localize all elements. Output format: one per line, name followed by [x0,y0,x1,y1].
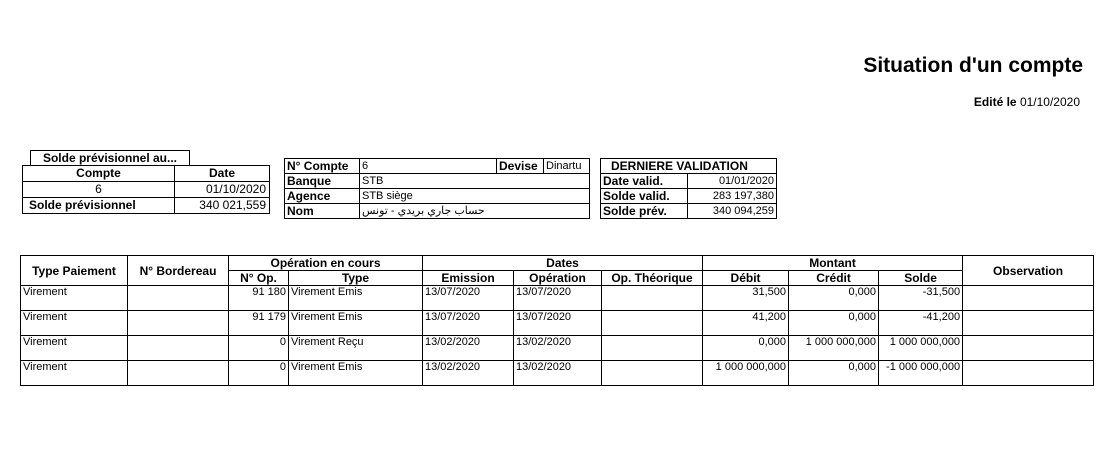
nom-value: حساب جاري بريدي - تونس [360,204,590,219]
agence-value: STB siège [360,189,590,204]
compte-label: N° Compte [285,159,360,174]
agence-label: Agence [285,189,360,204]
cell-operation: 13/02/2020 [514,336,602,361]
cell-type: Virement Emis [289,286,423,311]
header-type: Type [289,271,423,286]
cell-type-paiement: Virement [21,286,128,311]
edited-value: 01/10/2020 [1019,95,1080,109]
validation-title: DERNIERE VALIDATION [601,159,777,174]
cell-op-theorique [602,286,703,311]
edited-label: Edité le [973,95,1017,109]
cell-bordereau [128,311,229,336]
solde-valid-value: 283 197,380 [688,189,777,204]
cell-op-theorique [602,336,703,361]
compte-value: 6 [23,182,175,198]
cell-credit: 1 000 000,000 [789,336,879,361]
cell-debit: 1 000 000,000 [703,361,789,386]
col-date-header: Date [175,166,270,182]
cell-solde: -41,200 [879,311,963,336]
cell-type-paiement: Virement [21,311,128,336]
cell-emission: 13/07/2020 [423,311,514,336]
date-valid-label: Date valid. [601,174,688,189]
nom-label: Nom [285,204,360,219]
cell-type-paiement: Virement [21,336,128,361]
table-row [21,311,1094,336]
cell-num-op: 91 179 [229,311,289,336]
cell-solde: 1 000 000,000 [879,336,963,361]
cell-op-theorique [602,311,703,336]
banque-label: Banque [285,174,360,189]
cell-observation [963,286,1094,311]
cell-credit: 0,000 [789,311,879,336]
cell-operation: 13/07/2020 [514,311,602,336]
header-op-theorique: Op. Théorique [602,271,703,286]
cell-op-theorique [602,361,703,386]
header-emission: Emission [423,271,514,286]
cell-observation [963,311,1094,336]
cell-bordereau [128,361,229,386]
header-operation-en-cours: Opération en cours [229,256,423,271]
header-num-op: N° Op. [229,271,289,286]
cell-credit: 0,000 [789,286,879,311]
header-solde: Solde [879,271,963,286]
cell-emission: 13/02/2020 [423,336,514,361]
solde-prev-label: Solde prév. [601,204,688,219]
cell-num-op: 0 [229,336,289,361]
banque-value: STB [360,174,590,189]
cell-credit: 0,000 [789,361,879,386]
cell-type-paiement: Virement [21,361,128,386]
date-value: 01/10/2020 [175,182,270,198]
header-dates: Dates [423,256,703,271]
cell-solde: -31,500 [879,286,963,311]
cell-debit: 31,500 [703,286,789,311]
cell-num-op: 91 180 [229,286,289,311]
solde-valid-label: Solde valid. [601,189,688,204]
page-title: Situation d'un compte [863,54,1083,77]
cell-bordereau [128,336,229,361]
cell-observation [963,361,1094,386]
header-observation: Observation [963,256,1094,286]
cell-debit: 0,000 [703,336,789,361]
compte-number: 6 [360,159,497,174]
solde-prev-value: 340 094,259 [688,204,777,219]
header-debit: Débit [703,271,789,286]
solde-previsionnel-value: 340 021,559 [175,198,270,214]
cell-solde: -1 000 000,000 [879,361,963,386]
table-row [21,286,1094,311]
table-row [21,361,1094,386]
validation-box [600,158,777,219]
cell-bordereau [128,286,229,311]
cell-observation [963,336,1094,361]
cell-emission: 13/07/2020 [423,286,514,311]
header-montant: Montant [703,256,963,271]
cell-operation: 13/07/2020 [514,286,602,311]
cell-emission: 13/02/2020 [423,361,514,386]
solde-previsionnel-label: Solde prévisionnel [23,198,175,214]
operations-table [20,255,1094,386]
edited-date [974,95,1080,109]
devise-label: Devise [497,159,544,174]
header-date-operation: Opération [514,271,602,286]
date-valid-value: 01/01/2020 [688,174,777,189]
header-type-paiement: Type Paiement [21,256,128,286]
col-compte-header: Compte [23,166,175,182]
cell-type: Virement Reçu [289,336,423,361]
cell-type: Virement Emis [289,361,423,386]
cell-debit: 41,200 [703,311,789,336]
solde-box-legend: Solde prévisionnel au... [30,150,190,166]
cell-num-op: 0 [229,361,289,386]
cell-operation: 13/02/2020 [514,361,602,386]
cell-type: Virement Emis [289,311,423,336]
header-credit: Crédit [789,271,879,286]
header-bordereau: N° Bordereau [128,256,229,286]
devise-value: Dinartu [544,159,590,174]
account-info-box [284,158,590,219]
solde-previsionnel-box [22,165,270,214]
table-row [21,336,1094,361]
